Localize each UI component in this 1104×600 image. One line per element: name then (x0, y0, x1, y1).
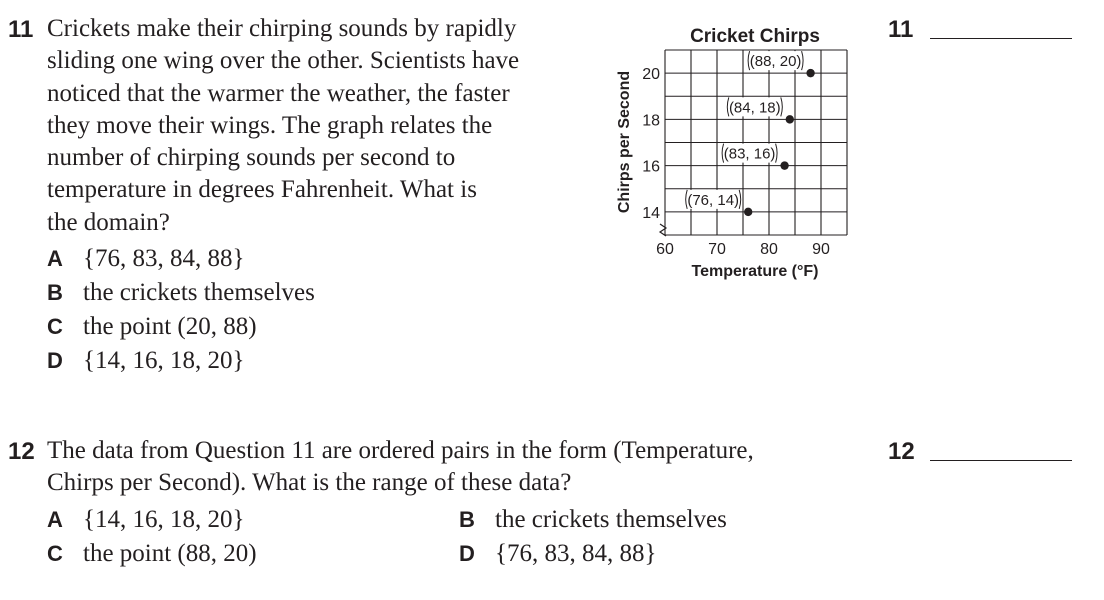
choice-11-c[interactable] (47, 313, 257, 341)
choice-11-b[interactable] (47, 279, 315, 307)
question-line: temperature in degrees Fahrenheit. What is (47, 176, 477, 204)
choice-letter: C (47, 541, 63, 566)
question-11-number: 11 (8, 16, 34, 43)
question-line: they move their wings. The graph relates the (47, 111, 493, 139)
y-tick-label: 16 (642, 158, 660, 176)
y-tick-label: 14 (642, 204, 660, 222)
answer-11-label: 11 (888, 16, 914, 43)
data-label: (83, 16) (723, 145, 776, 163)
data-point (786, 115, 794, 123)
chart-title: Cricket Chirps (690, 26, 820, 47)
choice-letter: A (47, 507, 63, 532)
x-tick-label: 70 (708, 241, 726, 258)
choice-text: {76, 83, 84, 88} (495, 540, 657, 567)
question-11-text (47, 13, 519, 239)
cricket-chirps-chart (605, 12, 865, 292)
choice-text: {14, 16, 18, 20} (83, 347, 245, 374)
choice-12-c[interactable] (47, 540, 257, 568)
y-tick-label: 20 (642, 66, 660, 84)
x-axis-label: Temperature (°F) (691, 263, 819, 280)
choice-letter: D (47, 348, 63, 373)
choice-text: {76, 83, 84, 88} (83, 245, 245, 272)
answer-12-label: 12 (888, 438, 915, 465)
question-line: Crickets make their chirping sounds by rapidly (47, 15, 517, 42)
data-label: (88, 20) (749, 53, 802, 71)
choice-letter: D (459, 541, 475, 566)
question-line: noticed that the warmer the weather, the faster (47, 79, 510, 107)
choice-letter: B (47, 280, 63, 305)
question-line: The data from Question 11 are ordered pairs in the form (Temperature, (47, 437, 754, 464)
choice-12-b[interactable] (459, 506, 727, 534)
choice-11-d[interactable] (47, 347, 245, 375)
question-line: number of chirping sounds per second to (47, 144, 456, 172)
data-point (744, 208, 752, 216)
choice-letter: B (459, 507, 475, 532)
data-point (780, 161, 788, 169)
choice-text: the point (88, 20) (83, 540, 257, 567)
choice-letter: C (47, 314, 63, 339)
question-line: the domain? (47, 208, 170, 236)
choice-text: {14, 16, 18, 20} (83, 506, 245, 533)
data-label: (84, 18) (728, 99, 781, 117)
choice-text: the point (20, 88) (83, 313, 257, 340)
x-tick-label: 60 (656, 241, 674, 258)
answer-12-blank[interactable] (930, 460, 1072, 461)
choice-text: the crickets themselves (83, 279, 315, 306)
x-tick-label: 90 (812, 241, 830, 258)
y-axis-label: Chirps per Second (616, 70, 633, 214)
data-label: (76, 14) (687, 191, 740, 209)
y-tick-label: 18 (642, 112, 660, 130)
answer-11-blank[interactable] (930, 38, 1072, 39)
choice-text: the crickets themselves (495, 506, 727, 533)
question-line: Chirps per Second). What is the range of these data? (47, 469, 572, 497)
choice-letter: A (47, 246, 63, 271)
choice-12-a[interactable] (47, 506, 245, 534)
question-12-text (47, 435, 754, 500)
x-tick-label: 80 (760, 241, 778, 258)
choice-11-a[interactable] (47, 245, 245, 273)
question-12-number: 12 (8, 438, 35, 465)
choice-12-d[interactable] (459, 540, 657, 568)
question-line: sliding one wing over the other. Scientists have (47, 47, 520, 75)
data-point (806, 69, 814, 77)
